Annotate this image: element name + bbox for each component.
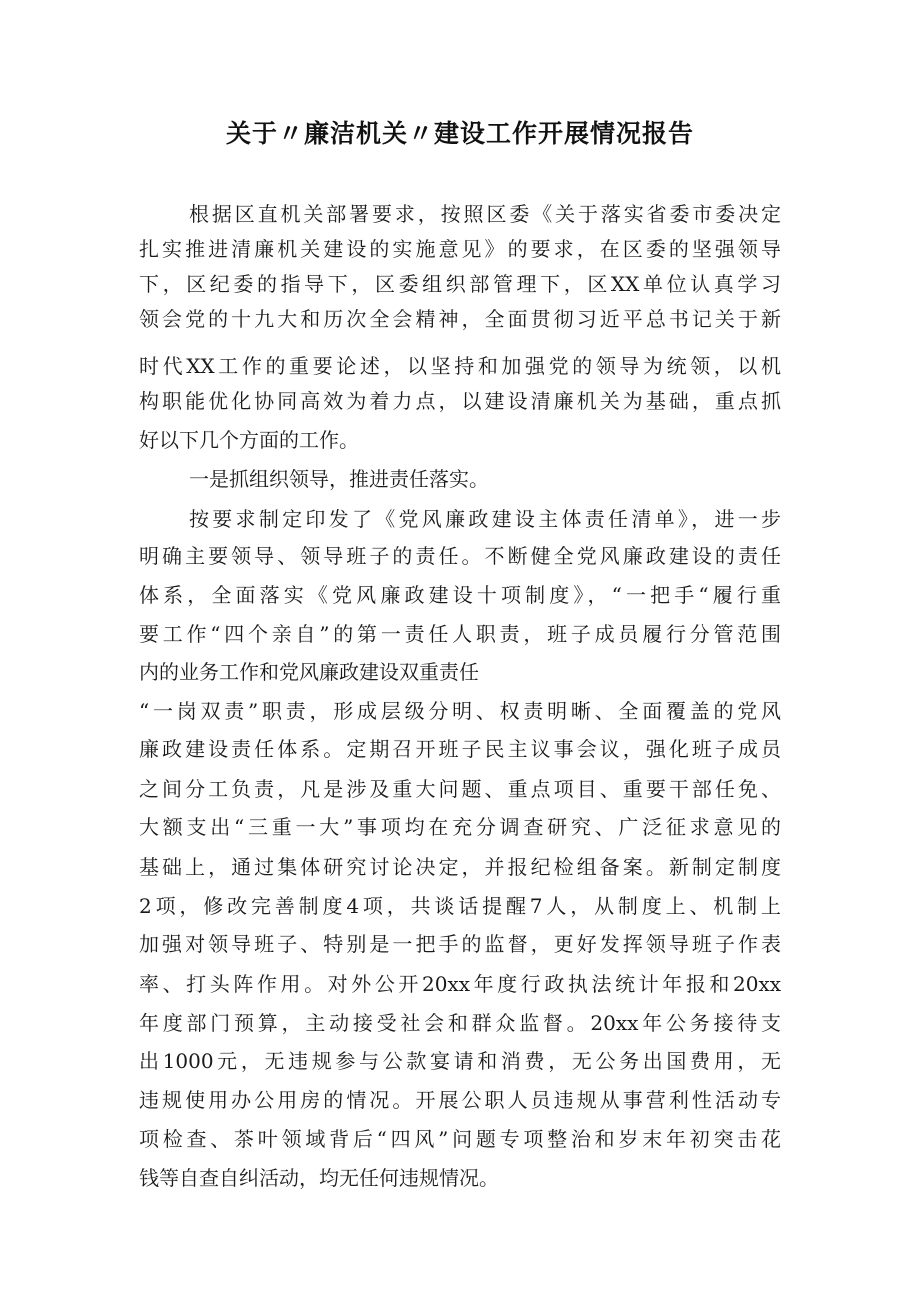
section-heading: 一是抓组织领导，推进责任落实。 — [189, 467, 489, 491]
body-line: 率、打头阵作用。对外公开20xx年度行政执法统计年报和20xx — [139, 972, 781, 996]
body-line: 要工作“四个亲自”的第一责任人职责，班子成员履行分管范围 — [139, 622, 781, 646]
body-line: 时代XX工作的重要论述，以坚持和加强党的领导为统领，以机 — [139, 354, 781, 378]
body-line: 好以下几个方面的工作。 — [139, 428, 359, 452]
body-line: “一岗双责”职责，形成层级分明、权责明晰、全面覆盖的党风 — [139, 699, 781, 723]
body-line: 按要求制定印发了《党风廉政建设主体责任清单》，进一步 — [189, 507, 781, 531]
body-line: 廉政建设责任体系。定期召开班子民主议事会议，强化班子成员 — [139, 737, 781, 761]
body-line: 违规使用办公用房的情况。开展公职人员违规从事营利性活动专 — [139, 1088, 781, 1112]
body-line: 体系，全面落实《党风廉政建设十项制度》，“一把手“履行重 — [139, 583, 781, 607]
body-line: 钱等自查自纠活动，均无任何违规情况。 — [139, 1166, 499, 1190]
body-line: 扎实推进清廉机关建设的实施意见》的要求，在区委的坚强领导 — [139, 237, 781, 261]
body-line: 2项，修改完善制度4项，共谈话提醒7人，从制度上、机制上 — [139, 894, 781, 918]
body-line: 下，区纪委的指导下，区委组织部管理下，区XX单位认真学习 — [139, 272, 781, 296]
body-line: 之间分工负责，凡是涉及重大问题、重点项目、重要干部任免、 — [139, 777, 781, 801]
body-line: 根据区直机关部署要求，按照区委《关于落实省委市委决定 — [189, 202, 781, 226]
body-line: 明确主要领导、领导班子的责任。不断健全党风廉政建设的责任 — [139, 544, 781, 568]
body-line: 大额支出“三重一大”事项均在充分调查研究、广泛征求意见的 — [139, 815, 781, 839]
body-line: 内的业务工作和党风廉政建设双重责任 — [139, 660, 479, 684]
body-line: 基础上，通过集体研究讨论决定，并报纪检组备案。新制定制度 — [139, 855, 781, 879]
body-line: 出1000元，无违规参与公款宴请和消费，无公务出国费用，无 — [139, 1049, 781, 1073]
body-line: 年度部门预算，主动接受社会和群众监督。20xx年公务接待支 — [139, 1011, 781, 1035]
body-line: 构职能优化协同高效为着力点，以建设清廉机关为基础，重点抓 — [139, 389, 781, 413]
body-line: 项检查、茶叶领域背后“四风”问题专项整治和岁末年初突击花 — [139, 1127, 781, 1151]
document-title: 关于〃廉洁机关〃建设工作开展情况报告 — [225, 119, 694, 148]
body-line: 加强对领导班子、特别是一把手的监督，更好发挥领导班子作表 — [139, 932, 781, 956]
body-line: 领会党的十九大和历次全会精神，全面贯彻习近平总书记关于新 — [139, 307, 781, 331]
